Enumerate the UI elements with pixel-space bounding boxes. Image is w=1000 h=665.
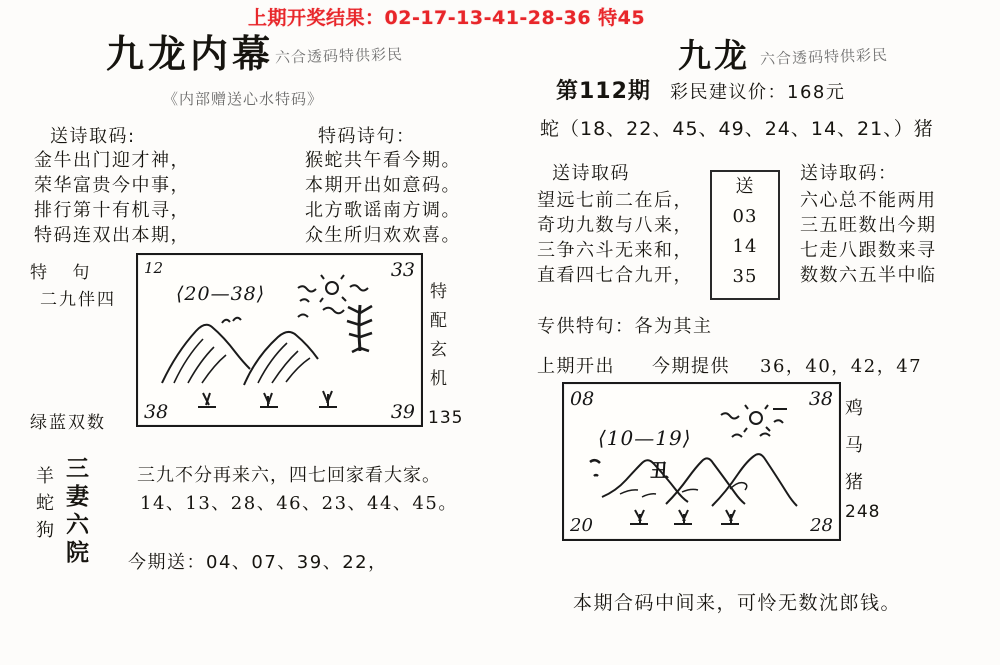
left-bottom-numbers: 14、13、28、46、23、44、45。: [140, 493, 458, 514]
left-verse-heading: 特码诗句：: [318, 126, 416, 147]
vertical-char: 院: [66, 539, 89, 566]
left-drawing-frame: [136, 253, 423, 427]
poem-line: 直看四七合九开，: [537, 265, 693, 286]
left-brand-note: 《内部赠送心水特码》: [163, 90, 324, 108]
right-brand-subtitle: 六合透码特供彩民: [759, 45, 889, 69]
vertical-char: 六: [66, 511, 89, 538]
vertical-special-mystery-label: [430, 278, 450, 394]
vertical-char: 马: [845, 435, 863, 456]
current-provide-label: 今期提供: [652, 356, 730, 377]
right-brand-title: 九龙: [678, 36, 750, 75]
send-box-number: 14: [732, 236, 758, 257]
vertical-zodiac-right: [845, 390, 867, 501]
verse-line: 北方歌谣南方调。: [305, 200, 461, 221]
vertical-zodiac-left: [36, 463, 58, 544]
green-blue-even-label: 绿蓝双数: [30, 413, 106, 433]
vertical-char: 狗: [36, 520, 54, 541]
drawing-corner-number-top-left: 08: [570, 388, 595, 410]
drawing-corner-number-top-right: 33: [390, 259, 415, 281]
poem-line: 荣华富贵今中事，: [34, 175, 190, 196]
poem-line: 三五旺数出今期: [800, 215, 937, 236]
right-poem1-heading: 送诗取码: [552, 163, 630, 184]
poem-line: 七走八跟数来寻: [800, 240, 937, 261]
left-brand-subtitle: 六合透码特供彩民: [274, 45, 404, 67]
poem-line: 特码连双出本期，: [34, 225, 190, 246]
suggested-price: 彩民建议价：168元: [670, 82, 846, 103]
left-current-issue-numbers: 今期送：04、07、39、22，: [128, 552, 388, 573]
left-brand-title: 九龙内幕: [106, 31, 275, 76]
exclusive-special-verse: 专供特句：各为其主: [537, 316, 713, 337]
left-sketch-illustration: [138, 255, 421, 425]
send-box-number: 03: [732, 206, 758, 227]
drawing-corner-number-bottom-left: 38: [144, 401, 169, 423]
right-bottom-verse: 本期合码中间来，可怜无数沈郎钱。: [573, 592, 902, 614]
special-verse-label: 特 句: [30, 263, 100, 283]
left-poem-body: [34, 148, 190, 248]
poem-line: 奇功九数与八来，: [537, 215, 693, 236]
zodiac-number-range: 蛇（18、22、45、49、24、14、21、）猪: [540, 118, 934, 140]
poem-line: 排行第十有机寻，: [34, 200, 190, 221]
drawing-range-label: ⟨10—19⟩: [598, 426, 692, 450]
right-side-number: 248: [845, 502, 881, 522]
vertical-char: 三: [66, 455, 89, 482]
send-numbers-box: [710, 170, 780, 300]
poem-line: 三争六斗无来和，: [537, 240, 693, 261]
right-drawing-frame: [562, 382, 841, 541]
drawing-corner-number-top-left: 12: [144, 259, 164, 277]
vertical-char: 鸡: [845, 398, 863, 419]
special-verse-value: 二九伴四: [40, 290, 116, 310]
vertical-sanqi-liuyuan-label: [66, 455, 92, 567]
vertical-char: 机: [430, 369, 447, 389]
send-box-title: 送: [735, 176, 755, 197]
vertical-char: 羊: [36, 466, 54, 487]
drawing-center-glyph: 丑: [650, 460, 670, 482]
left-side-number: 135: [428, 408, 464, 428]
drawing-corner-number-bottom-right: 39: [390, 401, 415, 423]
issue-number: 第112期: [556, 79, 651, 104]
vertical-char: 玄: [430, 340, 447, 360]
right-poem1-body: [537, 188, 693, 288]
left-bottom-verse: 三九不分再来六，四七回家看大家。: [137, 465, 441, 486]
lottery-result-banner: 上期开奖结果：02-17-13-41-28-36 特45: [248, 7, 646, 29]
verse-line: 众生所归欢欢喜。: [305, 225, 461, 246]
drawing-corner-number-bottom-right: 28: [810, 515, 833, 536]
poem-line: 六心总不能两用: [800, 190, 937, 211]
send-box-number: 35: [732, 266, 758, 287]
vertical-char: 蛇: [36, 493, 54, 514]
vertical-char: 妻: [66, 483, 89, 510]
vertical-char: 猪: [845, 472, 863, 493]
right-sketch-illustration: [564, 384, 839, 539]
right-poem2-body: [800, 188, 937, 288]
left-verse-body: [305, 148, 461, 248]
drawing-corner-number-top-right: 38: [808, 388, 833, 410]
vertical-char: 特: [430, 282, 447, 302]
previous-draw-label: 上期开出: [537, 356, 615, 377]
poem-line: 金牛出门迎才神，: [34, 150, 190, 171]
left-poem-heading: 送诗取码:: [50, 126, 136, 147]
verse-line: 猴蛇共午看今期。: [305, 150, 461, 171]
current-provide-numbers: 36，40，42，47: [760, 356, 923, 377]
poem-line: 数数六五半中临: [800, 265, 937, 286]
verse-line: 本期开出如意码。: [305, 175, 461, 196]
drawing-range-label: ⟨20—38⟩: [176, 283, 266, 305]
vertical-char: 配: [430, 311, 447, 331]
poem-line: 望远七前二在后，: [537, 190, 693, 211]
drawing-corner-number-bottom-left: 20: [570, 515, 593, 536]
right-poem2-heading: 送诗取码：: [800, 163, 898, 184]
